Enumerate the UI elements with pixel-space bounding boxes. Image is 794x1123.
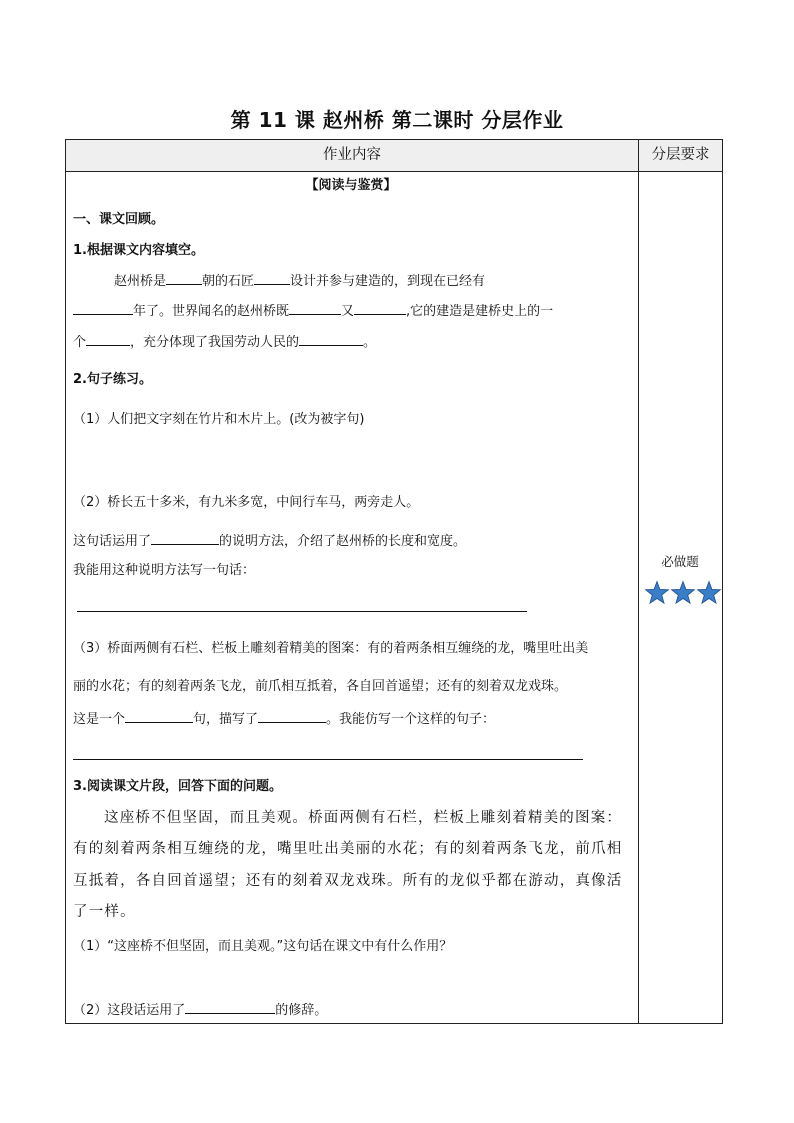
q1-blank-feature2[interactable] [354,302,406,315]
star-icon [698,582,721,604]
header-level-cell: 分层要求 [651,147,710,163]
q2-answer-line-2[interactable] [73,759,583,760]
q3-passage-line4: 了一样。 [73,904,136,920]
q3-sub1: （1）“这座桥不但坚固，而且美观。”这句话在课文中有什么作用？ [73,939,453,954]
page-title: 第 11 课 赵州桥 第二课时 分层作业 [230,108,564,132]
q2-s3-question: 这是一个 句，描写了 。我能仿写一个这样的句子： [73,712,496,727]
star-rating [644,580,722,606]
q3-passage-line2: 有的刻着两条相互缠绕的龙，嘴里吐出美丽的水花；有的刻着两条飞龙，前爪相 [73,841,623,857]
q2-s2-prompt: 我能用这种说明方法写一句话： [73,563,256,578]
q2-sentence2: （2）桥长五十多米，有九米多宽，中间行车马，两旁走人。 [73,495,420,510]
q2-sentence3-line1: （3）桥面两侧有石栏、栏板上雕刻着精美的图案：有的着两条相互缠绕的龙，嘴里吐出美 [73,641,589,656]
header-content-cell: 作业内容 [323,147,381,163]
q1-blank-wisdom[interactable] [299,333,363,346]
q2-answer-line-1[interactable] [77,611,527,612]
q2-sentence1: （1）人们把文字刻在竹片和木片上。(改为被字句) [73,412,365,427]
q2-title: 2.句子练习。 [73,372,152,387]
section-heading: 【阅读与鉴赏】 [305,178,397,193]
q1-line3: 个 ，充分体现了我国劳动人民的 。 [73,335,377,350]
q3-sub2: （2）这段话运用了 的修辞。 [73,1003,328,1018]
q2-s2-question: 这句话运用了 的说明方法，介绍了赵州桥的长度和宽度。 [73,534,467,549]
q3-blank-rhetoric[interactable] [185,1001,275,1014]
q2-sentence3-line2: 丽的水花；有的刻着两条飞龙，前爪相互抵着，各自回首遥望；还有的刻着双龙戏珠。 [73,679,568,694]
q1-title: 1.根据课文内容填空。 [73,243,204,258]
q1-blank-years[interactable] [73,302,133,315]
star-icon [672,582,695,604]
q1-line2: 年了。世界闻名的赵州桥既 又 ,它的建造是建桥史上的一 [73,302,553,320]
q1-line1: 赵州桥是 朝的石匠 设计并参与建造的，到现在已经有 [114,274,486,289]
q2-blank-described[interactable] [258,710,326,723]
q2-blank-sentence-type[interactable] [125,710,193,723]
column-divider [638,140,639,1023]
q1-blank-history[interactable] [86,333,130,346]
q2-blank-method[interactable] [151,532,219,545]
q3-passage-line3: 互抵着，各自回首遥望；还有的刻着双龙戏珠。所有的龙似乎都在游动，真像活 [73,873,623,889]
q1-blank-feature1[interactable] [289,302,341,315]
part1-heading: 一、课文回顾。 [73,212,165,227]
required-label: 必做题 [661,554,699,569]
q1-blank-dynasty[interactable] [166,272,202,285]
q3-title: 3.阅读课文片段，回答下面的问题。 [73,779,282,794]
q3-passage-line1: 这座桥不但坚固，而且美观。桥面两侧有石栏，栏板上雕刻着精美的图案： [104,810,623,826]
star-icon [646,582,669,604]
q1-blank-craftsman[interactable] [254,272,290,285]
